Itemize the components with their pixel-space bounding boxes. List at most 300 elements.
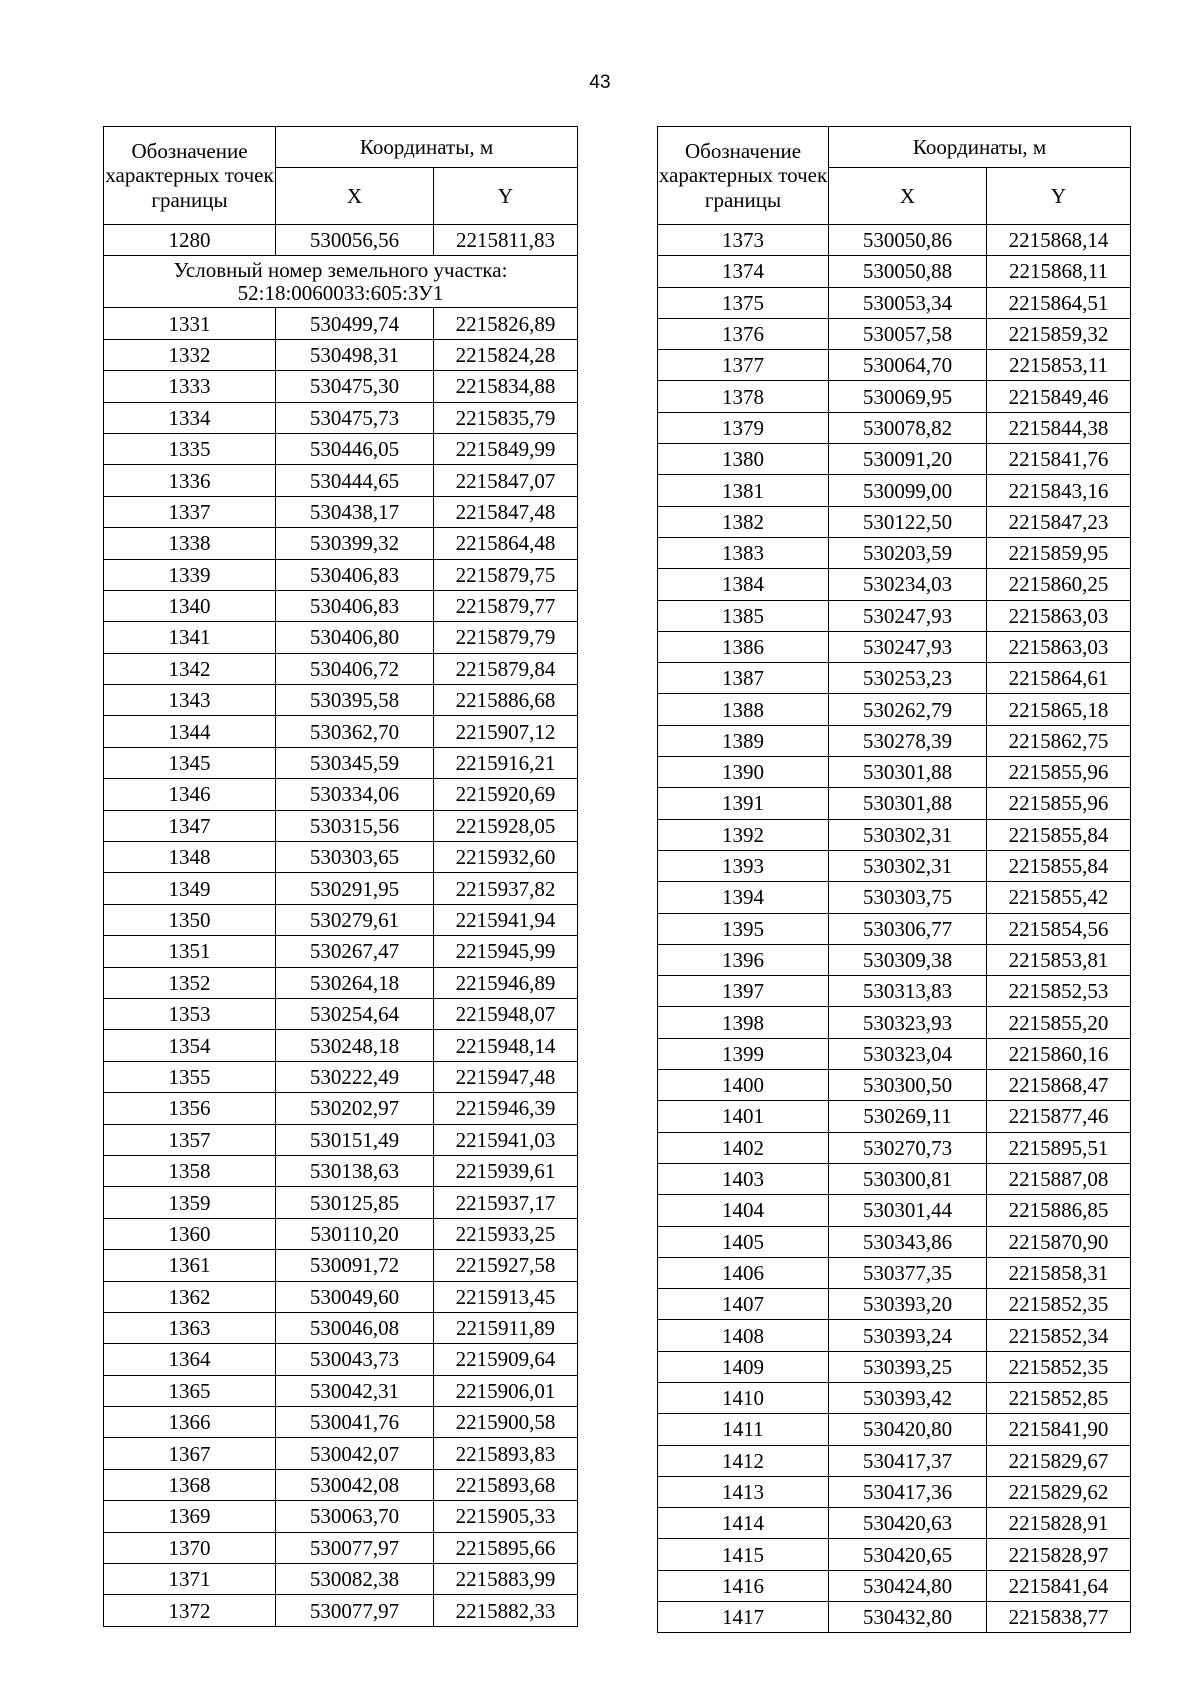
coord-y: 2215879,77 [434,590,578,621]
coord-y: 2215855,96 [987,788,1131,819]
point-number: 1357 [104,1124,276,1155]
coord-x: 530417,37 [829,1445,987,1476]
coord-y: 2215835,79 [434,402,578,433]
point-number: 1400 [658,1070,829,1101]
coord-x: 530302,31 [829,850,987,881]
coord-y: 2215895,51 [987,1132,1131,1163]
coord-x: 530393,42 [829,1382,987,1413]
point-number: 1387 [658,663,829,694]
coord-x: 530406,83 [276,559,434,590]
coord-x: 530043,73 [276,1344,434,1375]
table-row [658,1602,1131,1633]
table-row [104,716,578,747]
table-row [104,1061,578,1092]
coord-x: 530057,58 [829,318,987,349]
table-row [658,1476,1131,1507]
point-number: 1386 [658,631,829,662]
point-number: 1361 [104,1250,276,1281]
point-number: 1340 [104,590,276,621]
point-number: 1414 [658,1508,829,1539]
point-number: 1404 [658,1195,829,1226]
coord-x: 530399,32 [276,528,434,559]
coord-x: 530042,31 [276,1375,434,1406]
coord-x: 530498,31 [276,339,434,370]
table-row [104,225,578,256]
point-number: 1394 [658,882,829,913]
table-row [658,725,1131,756]
coord-y: 2215927,58 [434,1250,578,1281]
table-row [658,475,1131,506]
coord-y: 2215886,68 [434,685,578,716]
coord-y: 2215887,08 [987,1163,1131,1194]
table-row [104,1595,578,1626]
point-number: 1367 [104,1438,276,1469]
table-row [658,1382,1131,1413]
coord-y: 2215844,38 [987,412,1131,443]
table-row [104,1281,578,1312]
coord-x: 530417,36 [829,1476,987,1507]
table-row [658,1163,1131,1194]
coord-x: 530306,77 [829,913,987,944]
coord-y: 2215937,17 [434,1187,578,1218]
coord-y: 2215859,95 [987,537,1131,568]
coord-x: 530254,64 [276,998,434,1029]
coord-x: 530334,06 [276,779,434,810]
coord-y: 2215828,91 [987,1508,1131,1539]
point-number: 1416 [658,1570,829,1601]
coord-x: 530082,38 [276,1564,434,1595]
point-number: 1393 [658,850,829,881]
table-row [658,1070,1131,1101]
header-coordinates: Координаты, м [829,127,1131,168]
point-number: 1415 [658,1539,829,1570]
point-number: 1363 [104,1312,276,1343]
coord-x: 530050,88 [829,256,987,287]
table-row [104,590,578,621]
coord-y: 2215864,61 [987,663,1131,694]
coord-x: 530267,47 [276,936,434,967]
point-number: 1377 [658,350,829,381]
table-row [658,976,1131,1007]
coord-x: 530475,30 [276,371,434,402]
header-y: Y [987,168,1131,225]
coord-x: 530393,24 [829,1320,987,1351]
coordinates-table-left [103,126,578,1627]
table-row [658,569,1131,600]
coord-x: 530110,20 [276,1218,434,1249]
header-designation: Обозначение характерных точек границы [104,127,276,225]
point-number: 1374 [658,256,829,287]
coord-x: 530303,65 [276,842,434,873]
table-row [104,339,578,370]
coord-x: 530069,95 [829,381,987,412]
coord-y: 2215945,99 [434,936,578,967]
coord-y: 2215860,16 [987,1038,1131,1069]
point-number: 1353 [104,998,276,1029]
table-row [658,913,1131,944]
table-row [658,412,1131,443]
coord-x: 530420,63 [829,1508,987,1539]
table-row [658,1257,1131,1288]
table-row [104,1564,578,1595]
table-row [104,1312,578,1343]
coord-y: 2215877,46 [987,1101,1131,1132]
header-x: X [276,168,434,225]
coord-y: 2215849,99 [434,433,578,464]
point-number: 1380 [658,444,829,475]
coord-y: 2215928,05 [434,810,578,841]
coord-y: 2215841,76 [987,444,1131,475]
table-row [658,506,1131,537]
table-row [658,1101,1131,1132]
table-row [658,819,1131,850]
point-number: 1388 [658,694,829,725]
coord-y: 2215868,14 [987,225,1131,256]
point-number: 1383 [658,537,829,568]
table-row [104,967,578,998]
point-number: 1356 [104,1093,276,1124]
point-number: 1385 [658,600,829,631]
point-number: 1347 [104,810,276,841]
table-row [658,631,1131,662]
coord-x: 530042,08 [276,1469,434,1500]
point-number: 1395 [658,913,829,944]
coord-y: 2215907,12 [434,716,578,747]
coord-y: 2215854,56 [987,913,1131,944]
coord-x: 530406,83 [276,590,434,621]
coord-x: 530302,31 [829,819,987,850]
table-row [104,873,578,904]
coord-x: 530345,59 [276,747,434,778]
table-row [104,559,578,590]
point-number: 1405 [658,1226,829,1257]
point-number: 1401 [658,1101,829,1132]
coord-x: 530050,86 [829,225,987,256]
table-row [658,1132,1131,1163]
header-designation: Обозначение характерных точек границы [658,127,829,225]
table-row [658,381,1131,412]
point-number: 1342 [104,653,276,684]
point-number: 1376 [658,318,829,349]
table-row [658,788,1131,819]
point-number: 1378 [658,381,829,412]
table-row [658,1007,1131,1038]
coord-y: 2215855,96 [987,757,1131,788]
table-row [658,1570,1131,1601]
point-number: 1373 [658,225,829,256]
coord-y: 2215864,48 [434,528,578,559]
coord-x: 530446,05 [276,433,434,464]
coord-x: 530313,83 [829,976,987,1007]
table-row [658,287,1131,318]
coord-x: 530424,80 [829,1570,987,1601]
coord-y: 2215868,11 [987,256,1131,287]
point-number: 1343 [104,685,276,716]
coord-x: 530278,39 [829,725,987,756]
table-row [658,1038,1131,1069]
coord-y: 2215883,99 [434,1564,578,1595]
table-row [658,1508,1131,1539]
coord-x: 530064,70 [829,350,987,381]
point-number: 1350 [104,904,276,935]
coord-y: 2215847,07 [434,465,578,496]
coord-y: 2215948,07 [434,998,578,1029]
table-row [104,1501,578,1532]
coord-x: 530046,08 [276,1312,434,1343]
table-row [104,1438,578,1469]
point-number: 1407 [658,1289,829,1320]
coord-x: 530253,23 [829,663,987,694]
coord-x: 530420,65 [829,1539,987,1570]
coord-x: 530053,34 [829,287,987,318]
coord-y: 2215909,64 [434,1344,578,1375]
coord-x: 530279,61 [276,904,434,935]
coord-x: 530300,50 [829,1070,987,1101]
point-number: 1413 [658,1476,829,1507]
header-y: Y [434,168,578,225]
coord-y: 2215933,25 [434,1218,578,1249]
coord-y: 2215828,97 [987,1539,1131,1570]
coord-x: 530323,04 [829,1038,987,1069]
coord-x: 530309,38 [829,944,987,975]
point-number: 1409 [658,1351,829,1382]
table-row [104,842,578,873]
table-row [658,757,1131,788]
point-number: 1352 [104,967,276,998]
point-number: 1355 [104,1061,276,1092]
coord-y: 2215843,16 [987,475,1131,506]
point-number: 1384 [658,569,829,600]
coord-y: 2215847,48 [434,496,578,527]
table-row [658,882,1131,913]
table-row [104,747,578,778]
table-row [658,1445,1131,1476]
table-row [104,1187,578,1218]
table-row [658,318,1131,349]
point-number: 1371 [104,1564,276,1595]
table-row [658,600,1131,631]
table-row [658,537,1131,568]
table-row [104,685,578,716]
coord-y: 2215865,18 [987,694,1131,725]
coord-y: 2215879,84 [434,653,578,684]
point-number: 1335 [104,433,276,464]
land-plot-section-label: Условный номер земельного участка: 52:18:0060033:605:ЗУ1 [104,256,578,308]
table-row [658,694,1131,725]
coord-x: 530247,93 [829,631,987,662]
table-row [104,1250,578,1281]
coord-x: 530248,18 [276,1030,434,1061]
point-number: 1399 [658,1038,829,1069]
coord-x: 530234,03 [829,569,987,600]
point-number: 1375 [658,287,829,318]
point-number: 1417 [658,1602,829,1633]
point-number: 1333 [104,371,276,402]
coord-x: 530406,72 [276,653,434,684]
point-number: 1406 [658,1257,829,1288]
coord-x: 530420,80 [829,1414,987,1445]
coord-x: 530138,63 [276,1155,434,1186]
coord-x: 530499,74 [276,308,434,339]
left-rows-before-section [104,225,578,256]
coord-y: 2215855,84 [987,850,1131,881]
coord-y: 2215900,58 [434,1407,578,1438]
header-x: X [829,168,987,225]
point-number: 1332 [104,339,276,370]
coord-y: 2215920,69 [434,779,578,810]
point-number: 1341 [104,622,276,653]
coord-x: 530270,73 [829,1132,987,1163]
coord-y: 2215893,83 [434,1438,578,1469]
coord-y: 2215932,60 [434,842,578,873]
table-row [658,225,1131,256]
table-row [658,1320,1131,1351]
coord-x: 530202,97 [276,1093,434,1124]
coord-y: 2215862,75 [987,725,1131,756]
point-number: 1408 [658,1320,829,1351]
table-row [658,944,1131,975]
table-row [658,663,1131,694]
coord-x: 530444,65 [276,465,434,496]
point-number: 1359 [104,1187,276,1218]
coord-y: 2215860,25 [987,569,1131,600]
table-row [658,1414,1131,1445]
table-row [104,1155,578,1186]
table-row [658,850,1131,881]
point-number: 1351 [104,936,276,967]
coord-x: 530300,81 [829,1163,987,1194]
coord-x: 530323,93 [829,1007,987,1038]
table-row [658,1195,1131,1226]
table-row [104,402,578,433]
coord-x: 530301,88 [829,788,987,819]
coord-x: 530222,49 [276,1061,434,1092]
coord-y: 2215849,46 [987,381,1131,412]
coord-y: 2215893,68 [434,1469,578,1500]
coord-x: 530291,95 [276,873,434,904]
table-row [104,528,578,559]
right-rows [658,225,1131,1633]
coord-y: 2215859,32 [987,318,1131,349]
coord-y: 2215852,35 [987,1289,1131,1320]
coord-x: 530041,76 [276,1407,434,1438]
coord-x: 530343,86 [829,1226,987,1257]
coord-x: 530091,72 [276,1250,434,1281]
coord-y: 2215946,39 [434,1093,578,1124]
coord-x: 530091,20 [829,444,987,475]
coord-y: 2215941,03 [434,1124,578,1155]
point-number: 1372 [104,1595,276,1626]
coord-x: 530315,56 [276,810,434,841]
table-row [104,465,578,496]
table-row [104,1124,578,1155]
coord-x: 530247,93 [829,600,987,631]
point-number: 1354 [104,1030,276,1061]
table-row [658,1226,1131,1257]
coord-x: 530301,88 [829,757,987,788]
coord-x: 530077,97 [276,1532,434,1563]
point-number: 1381 [658,475,829,506]
point-number: 1398 [658,1007,829,1038]
coord-y: 2215911,89 [434,1312,578,1343]
point-number: 1364 [104,1344,276,1375]
coord-y: 2215941,94 [434,904,578,935]
table-row [658,1351,1131,1382]
coord-y: 2215937,82 [434,873,578,904]
coord-y: 2215868,47 [987,1070,1131,1101]
coord-y: 2215852,35 [987,1351,1131,1382]
coord-y: 2215886,85 [987,1195,1131,1226]
coord-x: 530393,20 [829,1289,987,1320]
coord-x: 530377,35 [829,1257,987,1288]
point-number: 1390 [658,757,829,788]
coord-x: 530122,50 [829,506,987,537]
point-number: 1365 [104,1375,276,1406]
coord-y: 2215905,33 [434,1501,578,1532]
table-row [104,308,578,339]
coord-y: 2215829,62 [987,1476,1131,1507]
coord-x: 530078,82 [829,412,987,443]
point-number: 1348 [104,842,276,873]
table-row [104,1375,578,1406]
coord-y: 2215834,88 [434,371,578,402]
point-number: 1396 [658,944,829,975]
coord-x: 530049,60 [276,1281,434,1312]
coord-y: 2215826,89 [434,308,578,339]
coord-y: 2215852,34 [987,1320,1131,1351]
header-coordinates: Координаты, м [276,127,578,168]
point-number: 1370 [104,1532,276,1563]
point-number: 1339 [104,559,276,590]
table-row [104,622,578,653]
coord-x: 530077,97 [276,1595,434,1626]
table-row [104,1030,578,1061]
coord-x: 530125,85 [276,1187,434,1218]
coordinates-table-right [657,126,1131,1633]
table-row [104,779,578,810]
point-number: 1337 [104,496,276,527]
point-number: 1402 [658,1132,829,1163]
coord-y: 2215811,83 [434,225,578,256]
coord-x: 530406,80 [276,622,434,653]
point-number: 1336 [104,465,276,496]
table-row [658,256,1131,287]
coord-y: 2215841,64 [987,1570,1131,1601]
coord-y: 2215864,51 [987,287,1131,318]
coord-x: 530262,79 [829,694,987,725]
page-number: 43 [589,72,611,93]
coord-y: 2215948,14 [434,1030,578,1061]
coord-y: 2215863,03 [987,631,1131,662]
table-row [104,371,578,402]
point-number: 1362 [104,1281,276,1312]
table-row [658,1539,1131,1570]
coord-x: 530264,18 [276,967,434,998]
point-number: 1345 [104,747,276,778]
coord-x: 530301,44 [829,1195,987,1226]
point-number: 1344 [104,716,276,747]
point-number: 1397 [658,976,829,1007]
point-number: 1358 [104,1155,276,1186]
point-number: 1411 [658,1414,829,1445]
coord-x: 530395,58 [276,685,434,716]
coord-x: 530203,59 [829,537,987,568]
coord-x: 530099,00 [829,475,987,506]
coord-y: 2215879,79 [434,622,578,653]
point-number: 1410 [658,1382,829,1413]
coord-x: 530063,70 [276,1501,434,1532]
point-number: 1369 [104,1501,276,1532]
